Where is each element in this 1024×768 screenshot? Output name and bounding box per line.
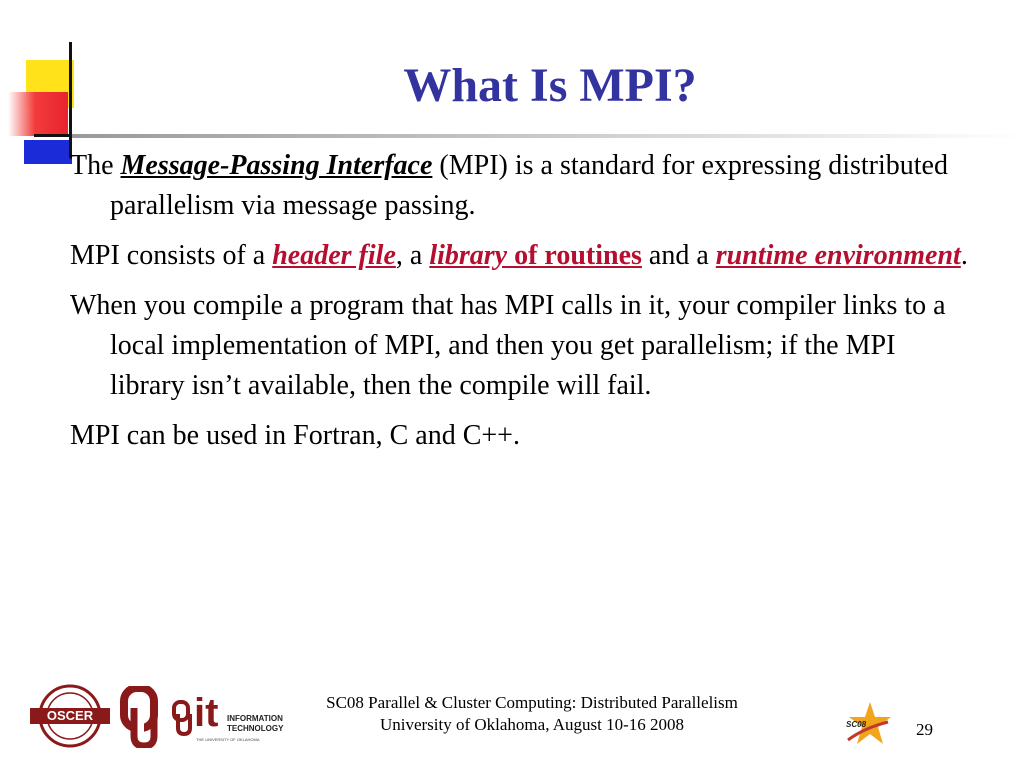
oscer-logo-text: OSCER (46, 708, 94, 723)
footer-line-2: University of Oklahoma, August 10-16 2008 (379, 715, 685, 734)
bullet-text: MPI consists of a (70, 240, 273, 271)
it-logo-letters: it (194, 691, 219, 735)
bullet-text: The (70, 150, 121, 181)
bullet-mpi-definition (70, 146, 970, 226)
it-logo (172, 690, 288, 746)
link-of-routines[interactable]: of routines (507, 240, 642, 271)
decor-blue-square (24, 140, 72, 164)
sc08-logo (842, 700, 894, 748)
it-logo-line2: TECHNOLOGY (227, 724, 284, 733)
footer-line-1: SC08 Parallel & Cluster Computing: Distributed Parallelism (326, 693, 738, 712)
it-logo-line3: THE UNIVERSITY OF OKLAHOMA (196, 737, 260, 742)
slide-title: What Is MPI? (403, 59, 697, 112)
page-number: 29 (916, 720, 933, 739)
footer (292, 692, 772, 736)
ou-logo (120, 686, 166, 748)
bullet-languages: MPI can be used in Fortran, C and C++. (70, 420, 520, 451)
it-logo-line1: INFORMATION (227, 714, 283, 723)
term-message-passing-interface: Message-Passing Interface (120, 150, 433, 181)
bullet-compile: When you compile a program that has MPI calls in it, your compiler links to a local implementation of MPI, and then you get parallelism; if the MPI library isn’t available, then the compile will fail. (70, 290, 946, 401)
bullet-text: , a (395, 240, 430, 271)
slide-body (70, 146, 970, 466)
bullet-text: and a (641, 240, 716, 271)
oscer-logo (22, 684, 118, 748)
bullet-text: . (960, 240, 968, 271)
link-runtime-environment[interactable]: runtime environment (715, 240, 961, 271)
bullet-mpi-components (70, 236, 970, 276)
link-header-file[interactable]: header file (272, 240, 396, 271)
sc08-logo-text: SC08 (846, 720, 867, 729)
title-rule (72, 134, 1024, 138)
bullet-text: (MPI) is a standard for expressing distributed parallelism via message passing. (110, 150, 948, 221)
link-library[interactable]: library (429, 240, 508, 271)
